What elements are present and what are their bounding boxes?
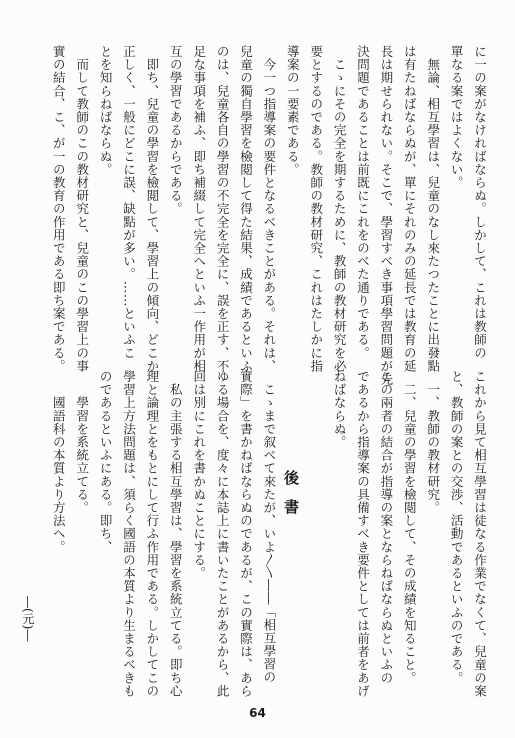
text-column: こゝまで叙べて來たが、いよ〱――「相互學習の (261, 370, 277, 684)
text-column: 學習上方法問題は、須らく國語の本質より生まるべきも (121, 370, 137, 698)
text-column: 一、教師の教材研究。 (425, 370, 441, 515)
text-column: 決問題であることは前既にこれをのべた通りである。 (355, 45, 371, 360)
text-column: こゝにその完全を期するために、教師の教材研究を必 (332, 45, 348, 373)
folio-mark: ―(元)― (21, 596, 35, 642)
text-column: 二、兒童の學習を檢閲して、その成績を知ること。 (402, 370, 418, 685)
text-column: 回は別にこれを書かぬことにする。 (191, 370, 207, 580)
text-column: とを知らねばならぬ。 (98, 45, 114, 176)
page-number: 64 (249, 706, 266, 720)
text-column: この兩者の結合が指導の案とならねばならぬといふの (378, 370, 394, 685)
text-column: 私の主張する相互學習は、學習を系統立てる。即ち心 (168, 370, 184, 698)
text-column: ねばならぬ。 (332, 370, 348, 449)
text-column: 正しく、一般にどこに誤、缺點が多い。……といふこ (121, 45, 137, 360)
text-column: 而して教師のこの教材研究と、兒童のこの學習上の事 (74, 45, 90, 373)
text-column: これから見て相互學習は徒なる作業でなくて、兒童の案 (472, 370, 488, 698)
text-column: 今一つ指導案の要件となるべきことがある。それは、 (261, 45, 277, 373)
text-column: 無論、相互學習は、兒童のなし來たつたことに出發點 (425, 45, 441, 373)
text-column: 實の結合、こ、が一の教育の作用である即ち案である。 (51, 45, 67, 373)
text-column: ゆる場合を、度々に本誌上に書いたことがあるから、此 (215, 370, 231, 698)
text-column: 要とするのである。教師の教材研究、これはたしかに指 (308, 45, 324, 373)
text-column: と、教師の案との交渉、活動であるといふのである。 (449, 370, 465, 685)
text-column: 國語科の本質より方法へ。 (51, 370, 67, 554)
text-column: 單なる案ではよくない。 (449, 45, 465, 190)
text-column: のであるといふにある。即ち、 (98, 370, 114, 554)
text-column: のは、兒童各自の學習の不完全を完全に、誤を正す、不 (215, 45, 231, 373)
text-column: 長は期せられない。そこで、學習すべき事項學習問題が先 (378, 45, 394, 386)
text-column: 理と論理とをもとにして行ふ作用である。しかしてこの (144, 370, 160, 698)
section-heading: 後書 (282, 470, 300, 528)
text-column: 兒童の獨自學習を檢閲して得た結果、成績であるといふ (238, 45, 254, 373)
text-column: 導案の一要素である。 (285, 45, 301, 176)
text-column: 實際」を書かねばならぬのであるが、この實際は、あら (238, 370, 254, 698)
text-column: に一の案がなければならぬ。しかして、これは教師の (472, 45, 488, 360)
text-column: 互の學習であるからである。 (168, 45, 184, 216)
text-column: 即ち、兒童の學習を檢閲して、學習上の傾向、どこか (144, 45, 160, 373)
text-column: 足な事項を補ふ、即ち補綴して完全へといふ一作用が相 (191, 45, 207, 373)
text-column: 學習を系統立てる。 (74, 370, 90, 515)
text-column: は有たねばならぬが、單にそれのみの延長では教育の延 (402, 45, 418, 373)
text-column: であるから指導案の具備すべき要件としては前者をあげ (355, 370, 371, 698)
